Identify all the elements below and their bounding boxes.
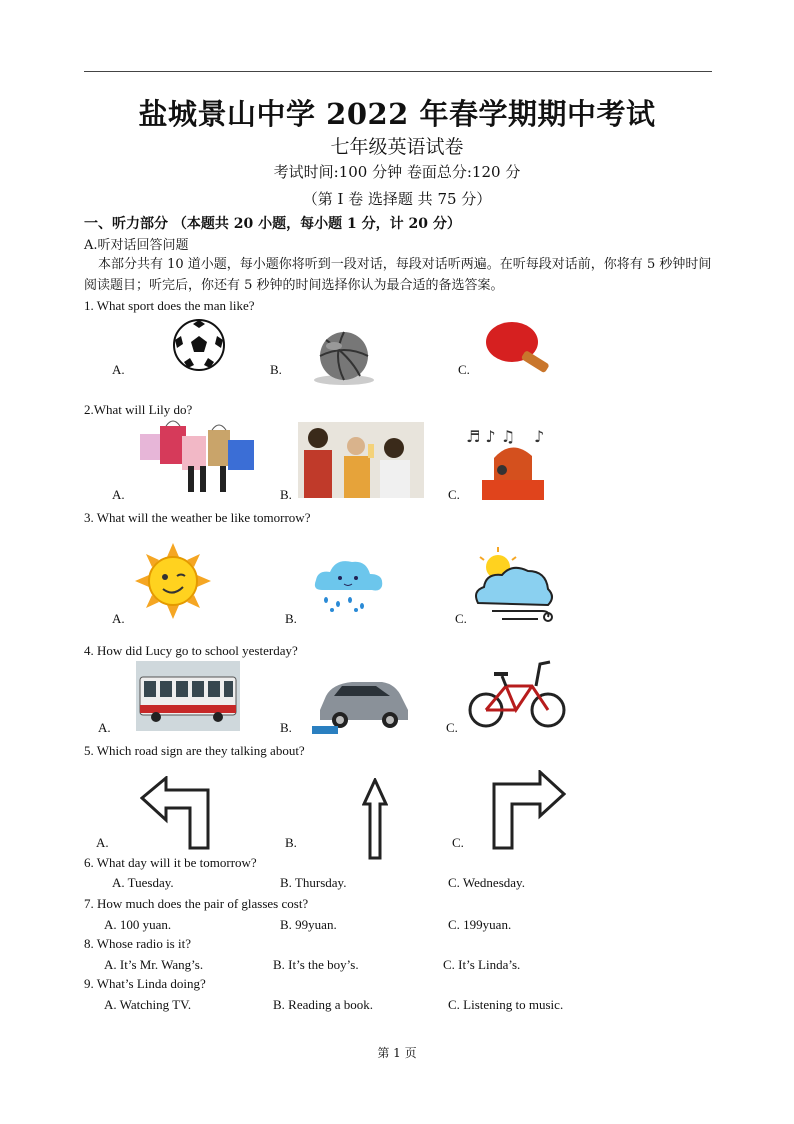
- paper-section: （第 I 卷 选择题 共 75 分）: [302, 190, 492, 208]
- turn-right-arrow-icon: [490, 770, 566, 850]
- q7-option-a[interactable]: A. 100 yuan.: [104, 917, 172, 932]
- q6-option-b[interactable]: B. Thursday.: [280, 875, 347, 890]
- party-friends-icon: [298, 422, 424, 498]
- svg-text:♬ ♪ ♫: ♬ ♪ ♫: [466, 427, 516, 446]
- question-3: 3. What will the weather be like tomorrow?: [84, 510, 311, 525]
- q2-option-b[interactable]: B.: [280, 487, 292, 502]
- soccer-ball-icon: [172, 318, 226, 372]
- q7-option-b[interactable]: B. 99yuan.: [280, 917, 337, 932]
- question-6: 6. What day will it be tomorrow?: [84, 855, 257, 870]
- windy-cloud-icon: [472, 545, 558, 625]
- q5-option-b[interactable]: B.: [285, 835, 297, 850]
- question-8: 8. Whose radio is it?: [84, 936, 191, 951]
- car-icon: [312, 668, 412, 736]
- q5-option-c[interactable]: C.: [452, 835, 464, 850]
- question-7: 7. How much does the pair of glasses cost?: [84, 896, 309, 911]
- q4-option-c[interactable]: C.: [446, 720, 458, 735]
- q9-option-b[interactable]: B. Reading a book.: [273, 997, 374, 1012]
- q8-option-b[interactable]: B. It’s the boy’s.: [273, 957, 359, 972]
- straight-arrow-icon: [362, 778, 388, 860]
- top-rule: [84, 71, 712, 72]
- listening-music-icon: [462, 424, 562, 500]
- q5-option-a[interactable]: A.: [96, 835, 109, 850]
- page-number: 第 1 页: [377, 1046, 417, 1060]
- instructions: 本部分共有 10 道小题，每小题你将听到一段对话，每段对话听两遍。在听每段对话前，你将有 5 秒钟时间阅读题目；听完后，你还有 5 秒钟的时间选择你认为最合适的备选答案。: [84, 257, 712, 293]
- bus-icon: [136, 661, 240, 731]
- q4-option-a[interactable]: A.: [98, 720, 111, 735]
- q6-option-a[interactable]: A. Tuesday.: [112, 875, 174, 890]
- sun-icon: [135, 543, 211, 619]
- bicycle-icon: [466, 656, 568, 730]
- q8-option-c[interactable]: C. It’s Linda’s.: [443, 957, 521, 972]
- q9-option-c[interactable]: C. Listening to music.: [448, 997, 564, 1012]
- part-a-title: A.听对话回答问题: [84, 238, 189, 253]
- section-title: 一、听力部分 （本题共 20 小题，每小题 1 分，计 20 分）: [84, 216, 461, 232]
- q2-option-a[interactable]: A.: [112, 487, 125, 502]
- question-4: 4. How did Lucy go to school yesterday?: [84, 643, 298, 658]
- q1-option-c[interactable]: C.: [458, 362, 470, 377]
- q7-option-c[interactable]: C. 199yuan.: [448, 917, 512, 932]
- q3-option-a[interactable]: A.: [112, 611, 125, 626]
- q3-option-b[interactable]: B.: [285, 611, 297, 626]
- q3-option-c[interactable]: C.: [455, 611, 467, 626]
- q1-option-b[interactable]: B.: [270, 362, 282, 377]
- question-9: 9. What’s Linda doing?: [84, 976, 206, 991]
- question-1: 1. What sport does the man like?: [84, 298, 255, 313]
- exam-subtitle: 七年级英语试卷: [330, 136, 464, 158]
- rain-cloud-icon: [312, 556, 386, 612]
- question-2: 2.What will Lily do?: [84, 402, 193, 417]
- q2-option-c[interactable]: C.: [448, 487, 460, 502]
- turn-left-arrow-icon: [140, 776, 214, 850]
- basketball-icon: [310, 330, 378, 386]
- exam-title: 盐城景山中学 2022 年春学期期中考试: [138, 97, 656, 131]
- question-5: 5. Which road sign are they talking about?: [84, 743, 305, 758]
- q8-option-a[interactable]: A. It’s Mr. Wang’s.: [104, 957, 204, 972]
- q6-option-c[interactable]: C. Wednesday.: [448, 875, 525, 890]
- shopping-bags-icon: [136, 420, 258, 496]
- q1-option-a[interactable]: A.: [112, 362, 125, 377]
- exam-info: 考试时间:100 分钟 卷面总分:120 分: [273, 163, 521, 181]
- q9-option-a[interactable]: A. Watching TV.: [104, 997, 192, 1012]
- ping-pong-paddle-icon: [484, 318, 560, 376]
- svg-text:♪: ♪: [534, 427, 545, 446]
- q4-option-b[interactable]: B.: [280, 720, 292, 735]
